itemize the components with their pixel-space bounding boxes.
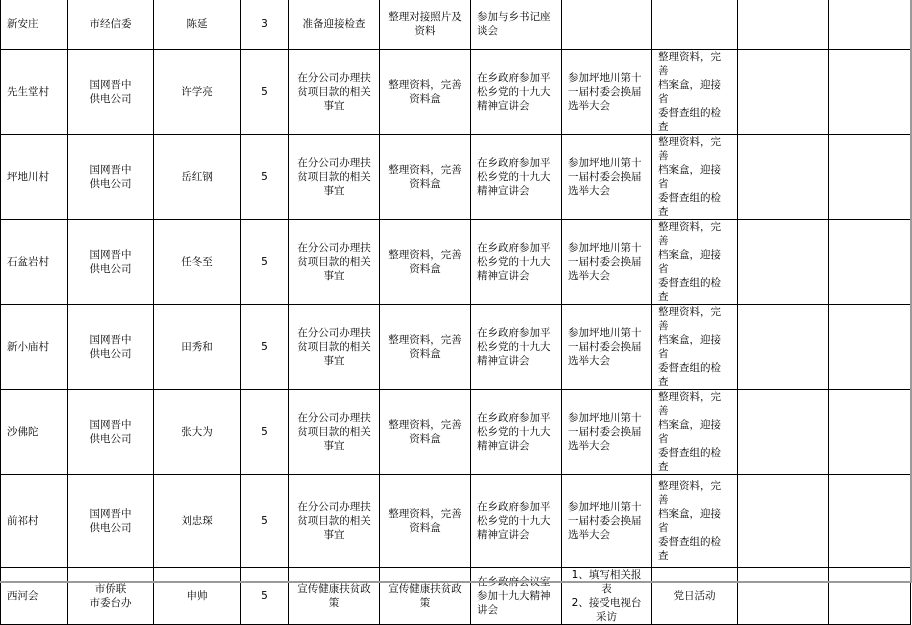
cell-work-1[interactable]: 在分公司办理扶 贫项目款的相关 事宜 <box>289 135 380 220</box>
cell-work-4[interactable] <box>562 0 652 50</box>
cell-village[interactable]: 新安庄 <box>1 0 68 50</box>
cell-work-5[interactable]: 整理资料，完善 档案盒，迎接省 委督查组的检查 <box>652 305 738 390</box>
cell-work-3[interactable]: 参加十九大精神 讲会 <box>471 568 562 625</box>
cell-unit[interactable]: 市经信委 <box>68 0 154 50</box>
cell-work-7[interactable] <box>829 135 911 220</box>
cell-unit[interactable]: 国网晋中 供电公司 <box>68 305 154 390</box>
cell-unit[interactable]: 市侨联 市委台办 <box>68 568 154 625</box>
table-row <box>1 475 911 568</box>
cell-work-2[interactable]: 宣传健康扶贫政 策 <box>380 568 471 625</box>
table-row <box>1 135 911 220</box>
cell-work-5[interactable]: 整理资料，完善 档案盒，迎接省 委督查组的检查 <box>652 475 738 568</box>
cell-work-2[interactable]: 整理资料，完善 资料盒 <box>380 475 471 568</box>
cell-work-1[interactable]: 在分公司办理扶 贫项目款的相关 事宜 <box>289 475 380 568</box>
cell-person[interactable]: 张大为 <box>154 390 241 475</box>
cell-count[interactable]: 5 <box>241 135 289 220</box>
cell-village[interactable]: 坪地川村 <box>1 135 68 220</box>
cell-work-4[interactable]: 参加坪地川第十 一届村委会换届 选举大会 <box>562 475 652 568</box>
table-row <box>1 305 911 390</box>
cell-count[interactable]: 5 <box>241 390 289 475</box>
cell-village[interactable]: 新小庙村 <box>1 305 68 390</box>
cell-work-4[interactable]: 参加坪地川第十 一届村委会换届 选举大会 <box>562 390 652 475</box>
cell-count[interactable]: 5 <box>241 568 289 625</box>
cell-work-1[interactable]: 在分公司办理扶 贫项目款的相关 事宜 <box>289 390 380 475</box>
cell-person[interactable]: 刘忠琛 <box>154 475 241 568</box>
cell-work-7[interactable] <box>829 0 911 50</box>
cell-count[interactable]: 3 <box>241 0 289 50</box>
table-row <box>1 0 911 50</box>
table-row <box>1 390 911 475</box>
cell-unit[interactable]: 国网晋中 供电公司 <box>68 475 154 568</box>
cell-work-2[interactable]: 整理资料，完善 资料盒 <box>380 305 471 390</box>
cell-person[interactable]: 陈延 <box>154 0 241 50</box>
cell-work-1[interactable]: 准备迎接检查 <box>289 0 380 50</box>
cell-work-5[interactable]: 整理资料，完善 档案盒，迎接省 委督查组的检查 <box>652 220 738 305</box>
cell-work-1[interactable]: 在分公司办理扶 贫项目款的相关 事宜 <box>289 220 380 305</box>
cell-unit[interactable]: 国网晋中 供电公司 <box>68 135 154 220</box>
cell-person[interactable]: 任冬至 <box>154 220 241 305</box>
table-row <box>1 50 911 135</box>
cell-work-3[interactable]: 在乡政府参加平 松乡党的十九大 精神宣讲会 <box>471 135 562 220</box>
cell-village[interactable]: 西河会 <box>1 568 68 625</box>
cell-work-5[interactable] <box>652 0 738 50</box>
cell-work-1[interactable]: 在分公司办理扶 贫项目款的相关 事宜 <box>289 50 380 135</box>
cell-person[interactable]: 田秀和 <box>154 305 241 390</box>
cell-work-2[interactable]: 整理资料，完善 资料盒 <box>380 390 471 475</box>
cell-work-2[interactable]: 整理资料，完善 资料盒 <box>380 50 471 135</box>
cell-work-4[interactable]: 参加坪地川第十 一届村委会换届 选举大会 <box>562 305 652 390</box>
cell-work-1[interactable]: 在分公司办理扶 贫项目款的相关 事宜 <box>289 305 380 390</box>
cell-work-6[interactable] <box>738 568 829 625</box>
cell-work-2[interactable]: 整理资料，完善 资料盒 <box>380 220 471 305</box>
table-row <box>1 568 911 625</box>
cell-work-6[interactable] <box>738 135 829 220</box>
cell-count[interactable]: 5 <box>241 220 289 305</box>
cell-work-5[interactable]: 整理资料，完善 档案盒，迎接省 委督查组的检查 <box>652 390 738 475</box>
cell-work-6[interactable] <box>738 50 829 135</box>
cell-work-3[interactable]: 在乡政府参加平 松乡党的十九大 精神宣讲会 <box>471 220 562 305</box>
cell-village[interactable]: 石盆岩村 <box>1 220 68 305</box>
cell-work-7[interactable] <box>829 568 911 625</box>
cell-count[interactable]: 5 <box>241 305 289 390</box>
cell-work-6[interactable] <box>738 220 829 305</box>
cell-work-3[interactable]: 在乡政府参加平 松乡党的十九大 精神宣讲会 <box>471 390 562 475</box>
cell-village[interactable]: 沙佛陀 <box>1 390 68 475</box>
cell-count[interactable]: 5 <box>241 475 289 568</box>
cell-work-4[interactable]: 参加坪地川第十 一届村委会换届 选举大会 <box>562 135 652 220</box>
cell-work-4[interactable]: 参加坪地川第十 一届村委会换届 选举大会 <box>562 50 652 135</box>
cell-work-4[interactable]: 1、填写相关报表 2、接受电视台 采访 <box>562 568 652 625</box>
cell-unit[interactable]: 国网晋中 供电公司 <box>68 390 154 475</box>
cell-work-7[interactable] <box>829 390 911 475</box>
cell-village[interactable]: 前祁村 <box>1 475 68 568</box>
cell-work-6[interactable] <box>738 305 829 390</box>
cell-work-7[interactable] <box>829 305 911 390</box>
cell-work-5[interactable]: 整理资料，完善 档案盒，迎接省 委督查组的检查 <box>652 50 738 135</box>
cell-work-6[interactable] <box>738 390 829 475</box>
cell-person[interactable]: 岳红钢 <box>154 135 241 220</box>
cell-work-3[interactable]: 参加与乡书记座 谈会 <box>471 0 562 50</box>
cell-work-6[interactable] <box>738 475 829 568</box>
cell-work-5[interactable]: 党日活动 <box>652 568 738 625</box>
cell-work-7[interactable] <box>829 220 911 305</box>
cell-unit[interactable]: 国网晋中 供电公司 <box>68 220 154 305</box>
cell-work-4[interactable]: 参加坪地川第十 一届村委会换届 选举大会 <box>562 220 652 305</box>
cell-work-6[interactable] <box>738 0 829 50</box>
cell-unit[interactable]: 国网晋中 供电公司 <box>68 50 154 135</box>
cell-work-7[interactable] <box>829 475 911 568</box>
cell-work-2[interactable]: 整理对接照片及 资料 <box>380 0 471 50</box>
cell-work-1[interactable]: 宣传健康扶贫政 策 <box>289 568 380 625</box>
cell-village[interactable]: 先生堂村 <box>1 50 68 135</box>
cell-work-7[interactable] <box>829 50 911 135</box>
cell-person[interactable]: 申帅 <box>154 568 241 625</box>
cell-person[interactable]: 许学亮 <box>154 50 241 135</box>
cell-work-3[interactable]: 在乡政府参加平 松乡党的十九大 精神宣讲会 <box>471 305 562 390</box>
cell-count[interactable]: 5 <box>241 50 289 135</box>
cell-work-3[interactable]: 在乡政府参加平 松乡党的十九大 精神宣讲会 <box>471 50 562 135</box>
cell-work-3[interactable]: 在乡政府参加平 松乡党的十九大 精神宣讲会 <box>471 475 562 568</box>
table-row <box>1 220 911 305</box>
cell-work-5[interactable]: 整理资料，完善 档案盒，迎接省 委督查组的检查 <box>652 135 738 220</box>
cell-work-2[interactable]: 整理资料，完善 资料盒 <box>380 135 471 220</box>
